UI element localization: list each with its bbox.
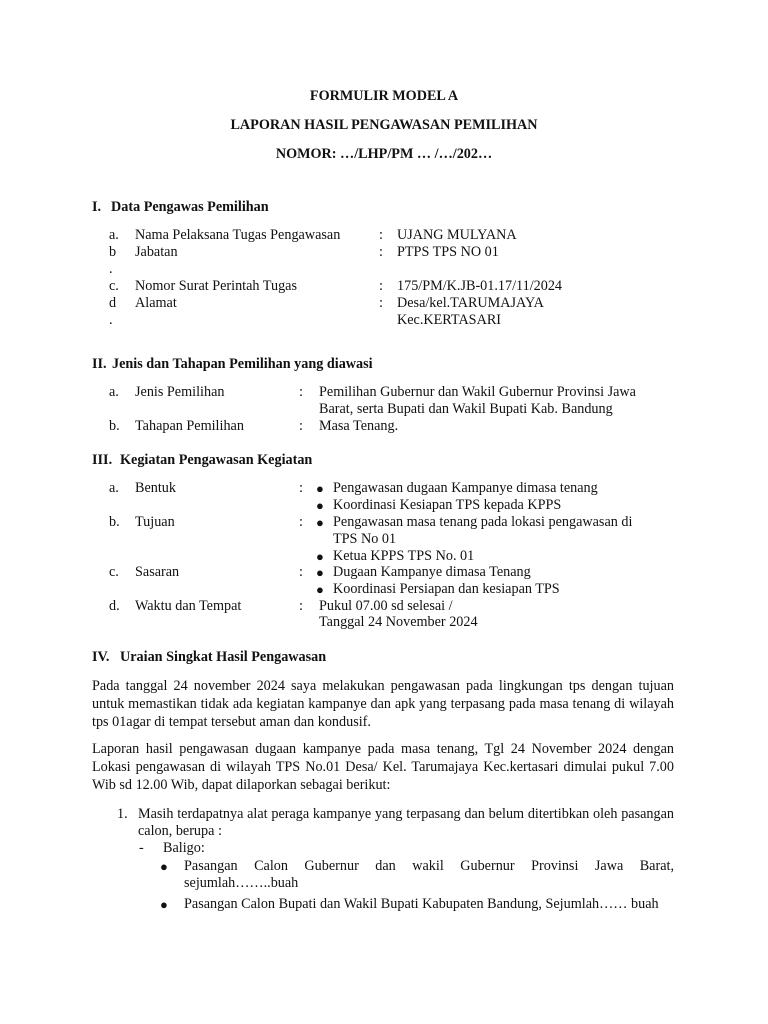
- field-label: Jenis Pemilihan: [135, 384, 225, 400]
- field-label: Jabatan: [135, 244, 178, 260]
- row-letter-dot: .: [109, 261, 113, 277]
- list-item: Ketua KPPS TPS No. 01: [333, 548, 475, 564]
- row-letter: c.: [109, 564, 119, 580]
- field-value: Masa Tenang.: [319, 418, 399, 434]
- section-4-number: IV.: [92, 649, 110, 665]
- field-colon: :: [299, 480, 303, 496]
- field-colon: :: [379, 244, 383, 260]
- field-colon: :: [379, 227, 383, 243]
- row-letter: a.: [109, 227, 119, 243]
- field-label: Nomor Surat Perintah Tugas: [135, 278, 297, 294]
- row-letter: b: [109, 244, 117, 260]
- field-value-address: Desa/kel.TARUMAJAYA: [397, 295, 544, 311]
- bullet-icon: ●: [316, 565, 324, 580]
- numbered-list-item: Masih terdapatnya alat peraga kampanye yang terpasang dan belum ditertibkan oleh pasangan calon, berupa :: [138, 806, 674, 839]
- report-title: LAPORAN HASIL PENGAWASAN PEMILIHAN: [230, 117, 538, 133]
- list-item-continuation: TPS No 01: [333, 531, 397, 547]
- field-label: Alamat: [135, 295, 177, 311]
- bullet-icon: ●: [316, 549, 324, 564]
- field-colon: :: [299, 564, 303, 580]
- field-value-address-line2: Kec.KERTASARI: [397, 312, 502, 328]
- report-number: NOMOR: …/LHP/PM … /…/202…: [275, 146, 493, 162]
- field-value-name: UJANG MULYANA: [397, 227, 517, 243]
- field-value: Pukul 07.00 sd selesai /: [319, 598, 453, 614]
- field-label: Waktu dan Tempat: [135, 598, 242, 614]
- bullet-icon: ●: [316, 582, 324, 597]
- section-3-heading: Kegiatan Pengawasan Kegiatan: [120, 452, 313, 468]
- bullet-icon: ●: [316, 481, 324, 496]
- field-label: Nama Pelaksana Tugas Pengawasan: [135, 227, 341, 243]
- row-letter: d: [109, 295, 117, 311]
- section-2-number: II.: [92, 356, 107, 372]
- field-label: Tujuan: [135, 514, 175, 530]
- list-item: Dugaan Kampanye dimasa Tenang: [333, 564, 531, 580]
- row-letter: a.: [109, 480, 119, 496]
- field-label: Sasaran: [135, 564, 180, 580]
- field-colon: :: [379, 295, 383, 311]
- row-letter: d.: [109, 598, 120, 614]
- row-letter: a.: [109, 384, 119, 400]
- section-1-heading: Data Pengawas Pemilihan: [111, 199, 269, 215]
- section-4-heading: Uraian Singkat Hasil Pengawasan: [120, 649, 327, 665]
- field-value-line2: Tanggal 24 November 2024: [319, 614, 478, 630]
- paragraph-1: Pada tanggal 24 november 2024 saya melakukan pengawasan pada lingkungan tps dengan tujuan untuk memastikan tidak ada kegiatan kampanye dan apk yang terpasang pada masa tenang di wilayah tps 01agar di tempat tersebut aman dan kondusif.: [92, 678, 674, 730]
- field-label: Tahapan Pemilihan: [135, 418, 244, 434]
- list-item: Koordinasi Persiapan dan kesiapan TPS: [333, 581, 560, 597]
- row-letter: c.: [109, 278, 119, 294]
- field-colon: :: [299, 384, 303, 400]
- section-3-number: III.: [92, 452, 113, 468]
- sub-list-item: Pasangan Calon Gubernur dan wakil Gubernur Provinsi Jawa Barat, sejumlah……..buah: [184, 858, 674, 891]
- row-letter: b.: [109, 514, 120, 530]
- list-number: 1.: [117, 806, 128, 822]
- field-label: Bentuk: [135, 480, 176, 496]
- section-2-heading: Jenis dan Tahapan Pemilihan yang diawasi: [112, 356, 373, 372]
- field-colon: :: [299, 514, 303, 530]
- row-letter-dot: .: [109, 312, 113, 328]
- baligo-label: Baligo:: [163, 840, 205, 856]
- list-item: Koordinasi Kesiapan TPS kepada KPPS: [333, 497, 562, 513]
- section-1-number: I.: [92, 199, 102, 215]
- field-colon: :: [299, 598, 303, 614]
- bullet-icon: ●: [316, 498, 324, 513]
- field-value-letter-number: 175/PM/K.JB-01.17/11/2024: [397, 278, 563, 294]
- field-colon: :: [299, 418, 303, 434]
- dash-marker: -: [139, 840, 144, 856]
- row-letter: b.: [109, 418, 120, 434]
- field-colon: :: [379, 278, 383, 294]
- list-item: Pengawasan masa tenang pada lokasi pengawasan di: [333, 514, 633, 530]
- bullet-icon: ●: [160, 859, 168, 874]
- paragraph-2: Laporan hasil pengawasan dugaan kampanye pada masa tenang, Tgl 24 November 2024 dengan Lokasi pengawasan di wilayah TPS No.01 Desa/ Kel. Tarumajaya Kec.kertasari dimulai pukul 7.00 Wib sd 12.00 Wib, dapat dilaporkan sebagai berikut:: [92, 741, 674, 793]
- field-value-position: PTPS TPS NO 01: [397, 244, 499, 260]
- list-item: Pengawasan dugaan Kampanye dimasa tenang: [333, 480, 598, 496]
- bullet-icon: ●: [316, 515, 324, 530]
- bullet-icon: ●: [160, 897, 168, 912]
- field-value-line2: Barat, serta Bupati dan Wakil Bupati Kab. Bandung: [319, 401, 613, 417]
- field-value: Pemilihan Gubernur dan Wakil Gubernur Provinsi Jawa: [319, 384, 636, 400]
- sub-list-item: Pasangan Calon Bupati dan Wakil Bupati Kabupaten Bandung, Sejumlah…… buah: [184, 896, 659, 912]
- form-title: FORMULIR MODEL A: [309, 88, 459, 104]
